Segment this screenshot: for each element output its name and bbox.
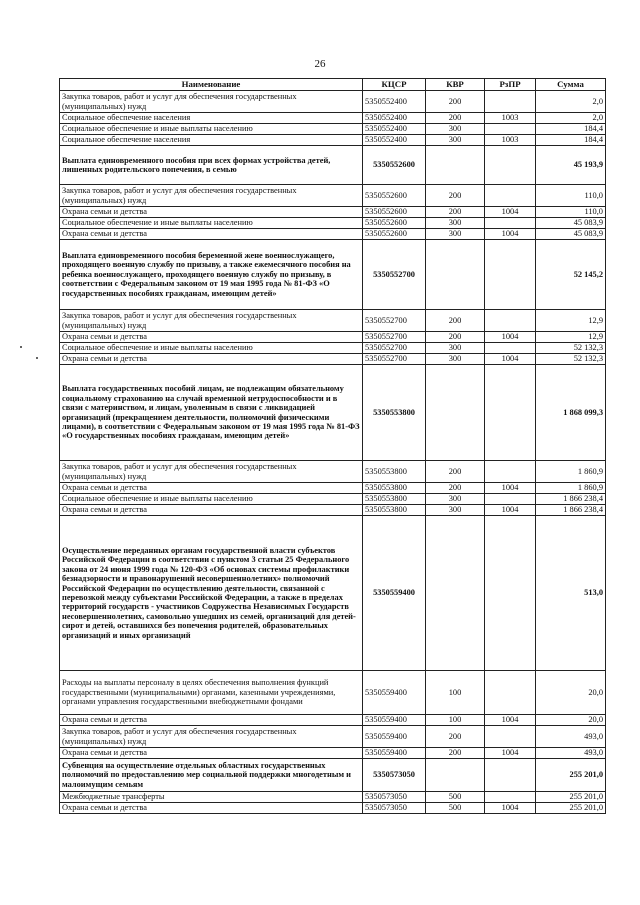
header-sum: Сумма <box>536 79 606 91</box>
row-kcsr-cell: 5350552700 <box>363 310 426 332</box>
page-number: 26 <box>314 58 326 70</box>
row-kcsr-cell: 5350552600 <box>363 218 426 229</box>
header-rzpr: РзПР <box>485 79 536 91</box>
row-kcsr-cell: 5350552700 <box>363 240 426 310</box>
row-sum-cell: 1 866 238,4 <box>536 505 606 516</box>
row-kvr-cell <box>426 516 485 671</box>
row-kvr-cell: 300 <box>426 218 485 229</box>
row-kvr-cell <box>426 146 485 185</box>
row-kcsr-cell: 5350553800 <box>363 494 426 505</box>
row-rzpr-cell: 1003 <box>485 135 536 146</box>
row-rzpr-cell <box>485 343 536 354</box>
row-kcsr-cell: 5350553800 <box>363 461 426 483</box>
row-sum-cell: 184,4 <box>536 124 606 135</box>
row-name-cell: Осуществление переданных органам государственной власти субъектов Российской Федерации в соответствии с пунктом 3 статьи 25 Федерального закона от 24 июня 1999 года № 120-ФЗ «Об основах системы профилактики безнадзорности и правонарушений несовершеннолетних» полномочий Российской Федерации по осуществлению деятельности, связанной с перевозкой между субъектами Российской Федерации, а также в пределах территорий государств - участников Содружества Независимых Государств несовершеннолетних, самовольно ушедших из семей, организаций для детей-сирот и детей, оставшихся без попечения родителей, образовательных организаций и иных организаций <box>60 516 363 671</box>
row-rzpr-cell <box>485 671 536 715</box>
row-kvr-cell <box>426 240 485 310</box>
row-kvr-cell: 300 <box>426 494 485 505</box>
row-kvr-cell <box>426 759 485 792</box>
row-rzpr-cell: 1004 <box>485 207 536 218</box>
row-sum-cell: 255 201,0 <box>536 803 606 814</box>
row-rzpr-cell <box>485 185 536 207</box>
row-kvr-cell: 300 <box>426 124 485 135</box>
header-kvr: КВР <box>426 79 485 91</box>
row-kvr-cell: 200 <box>426 461 485 483</box>
header-kcsr: КЦСР <box>363 79 426 91</box>
row-kcsr-cell: 5350553800 <box>363 505 426 516</box>
row-rzpr-cell <box>485 310 536 332</box>
row-name-cell: Социальное обеспечение населения <box>60 135 363 146</box>
row-sum-cell: 1 866 238,4 <box>536 494 606 505</box>
row-name-cell: Социальное обеспечение и иные выплаты населению <box>60 218 363 229</box>
table-row <box>60 146 606 185</box>
row-rzpr-cell <box>485 365 536 461</box>
row-rzpr-cell: 1004 <box>485 715 536 726</box>
row-kcsr-cell: 5350552400 <box>363 135 426 146</box>
table-row <box>60 671 606 715</box>
row-name-cell: Субвенция на осуществление отдельных областных государственных полномочий по предоставлению мер социальной поддержки многодетным и малоимущим семьям <box>60 759 363 792</box>
row-kvr-cell: 500 <box>426 792 485 803</box>
row-rzpr-cell <box>485 461 536 483</box>
row-sum-cell: 45 193,9 <box>536 146 606 185</box>
table-row <box>60 759 606 792</box>
row-rzpr-cell: 1004 <box>485 748 536 759</box>
row-kcsr-cell: 5350573050 <box>363 803 426 814</box>
row-kvr-cell: 200 <box>426 91 485 113</box>
row-kcsr-cell: 5350552700 <box>363 343 426 354</box>
row-name-cell: Выплата единовременного пособия при всех формах устройства детей, лишенных родительского попечения, в семью <box>60 146 363 185</box>
row-sum-cell: 12,9 <box>536 310 606 332</box>
row-name-cell: Закупка товаров, работ и услуг для обеспечения государственных (муниципальных) нужд <box>60 310 363 332</box>
row-sum-cell: 493,0 <box>536 748 606 759</box>
scan-speck <box>36 357 38 359</box>
budget-table <box>59 78 606 814</box>
row-sum-cell: 2,0 <box>536 91 606 113</box>
row-name-cell: Закупка товаров, работ и услуг для обеспечения государственных (муниципальных) нужд <box>60 91 363 113</box>
table-row <box>60 240 606 310</box>
row-kvr-cell: 200 <box>426 185 485 207</box>
row-name-cell: Охрана семьи и детства <box>60 505 363 516</box>
row-sum-cell: 513,0 <box>536 516 606 671</box>
row-sum-cell: 493,0 <box>536 726 606 748</box>
row-name-cell: Закупка товаров, работ и услуг для обеспечения государственных (муниципальных) нужд <box>60 726 363 748</box>
table-header-row <box>60 79 606 91</box>
row-name-cell: Социальное обеспечение и иные выплаты населению <box>60 124 363 135</box>
table-row <box>60 124 606 135</box>
row-rzpr-cell: 1004 <box>485 229 536 240</box>
table-body <box>60 91 606 814</box>
row-kcsr-cell: 5350559400 <box>363 671 426 715</box>
row-kvr-cell: 200 <box>426 113 485 124</box>
row-sum-cell: 110,0 <box>536 207 606 218</box>
table-row <box>60 494 606 505</box>
row-kcsr-cell: 5350552600 <box>363 185 426 207</box>
row-sum-cell: 110,0 <box>536 185 606 207</box>
table-row <box>60 461 606 483</box>
row-kcsr-cell: 5350573050 <box>363 759 426 792</box>
header-name: Наименование <box>60 79 363 91</box>
row-kvr-cell: 200 <box>426 483 485 494</box>
row-kcsr-cell: 5350552600 <box>363 207 426 218</box>
row-kvr-cell: 300 <box>426 135 485 146</box>
row-name-cell: Социальное обеспечение населения <box>60 113 363 124</box>
row-name-cell: Социальное обеспечение и иные выплаты населению <box>60 343 363 354</box>
table-row <box>60 332 606 343</box>
table-row <box>60 516 606 671</box>
row-sum-cell: 20,0 <box>536 715 606 726</box>
row-rzpr-cell <box>485 759 536 792</box>
table-row <box>60 354 606 365</box>
row-kcsr-cell: 5350552700 <box>363 354 426 365</box>
row-kcsr-cell: 5350552400 <box>363 124 426 135</box>
row-sum-cell: 45 083,9 <box>536 218 606 229</box>
table-row <box>60 207 606 218</box>
table-row <box>60 310 606 332</box>
row-rzpr-cell <box>485 91 536 113</box>
row-name-cell: Охрана семьи и детства <box>60 483 363 494</box>
table-row <box>60 343 606 354</box>
row-sum-cell: 2,0 <box>536 113 606 124</box>
row-sum-cell: 20,0 <box>536 671 606 715</box>
row-kcsr-cell: 5350559400 <box>363 715 426 726</box>
row-rzpr-cell: 1004 <box>485 505 536 516</box>
row-sum-cell: 52 145,2 <box>536 240 606 310</box>
row-kcsr-cell: 5350552400 <box>363 91 426 113</box>
row-kvr-cell: 200 <box>426 726 485 748</box>
row-kcsr-cell: 5350553800 <box>363 483 426 494</box>
row-rzpr-cell <box>485 516 536 671</box>
row-name-cell: Охрана семьи и детства <box>60 715 363 726</box>
row-kvr-cell: 300 <box>426 343 485 354</box>
row-kvr-cell: 500 <box>426 803 485 814</box>
row-sum-cell: 52 132,3 <box>536 343 606 354</box>
row-kcsr-cell: 5350552400 <box>363 113 426 124</box>
row-name-cell: Выплата государственных пособий лицам, не подлежащим обязательному социальному страхованию на случай временной нетрудоспособности и в связи с материнством, и лицам, уволенным в связи с ликвидацией организаций (прекращением деятельности, полномочий физическими лицами), в соответствии с Федеральным законом от 19 мая 1995 года № 81-ФЗ «О государственных пособиях гражданам, имеющим детей» <box>60 365 363 461</box>
row-name-cell: Расходы на выплаты персоналу в целях обеспечения выполнения функций государственными (муниципальными) органами, казенными учреждениями, органами управления государственными внебюджетными фондами <box>60 671 363 715</box>
row-rzpr-cell <box>485 218 536 229</box>
row-kcsr-cell: 5350559400 <box>363 726 426 748</box>
row-sum-cell: 255 201,0 <box>536 759 606 792</box>
table-row <box>60 229 606 240</box>
row-kvr-cell: 100 <box>426 715 485 726</box>
row-kcsr-cell: 5350553800 <box>363 365 426 461</box>
row-kcsr-cell: 5350573050 <box>363 792 426 803</box>
table-row <box>60 91 606 113</box>
table-row <box>60 113 606 124</box>
row-kvr-cell: 300 <box>426 229 485 240</box>
table-row <box>60 365 606 461</box>
row-kcsr-cell: 5350552700 <box>363 332 426 343</box>
row-kcsr-cell: 5350552600 <box>363 229 426 240</box>
row-kvr-cell: 200 <box>426 310 485 332</box>
row-name-cell: Выплата единовременного пособия беременной жене военнослужащего, проходящего военную службу по призыву, а также ежемесячного пособия на ребенка военнослужащего, проходящего военную службу по призыву, в соответствии с Федеральным законом от 19 мая 1995 года № 81-ФЗ «О государственных пособиях гражданам, имеющим детей» <box>60 240 363 310</box>
row-rzpr-cell <box>485 124 536 135</box>
row-sum-cell: 184,4 <box>536 135 606 146</box>
row-kvr-cell: 200 <box>426 332 485 343</box>
row-rzpr-cell <box>485 146 536 185</box>
table-row <box>60 218 606 229</box>
row-name-cell: Охрана семьи и детства <box>60 332 363 343</box>
scan-speck <box>20 346 22 348</box>
row-name-cell: Охрана семьи и детства <box>60 229 363 240</box>
table-row <box>60 792 606 803</box>
row-rzpr-cell <box>485 494 536 505</box>
row-rzpr-cell <box>485 792 536 803</box>
table-row <box>60 748 606 759</box>
table-row <box>60 715 606 726</box>
row-name-cell: Закупка товаров, работ и услуг для обеспечения государственных (муниципальных) нужд <box>60 185 363 207</box>
row-rzpr-cell: 1003 <box>485 113 536 124</box>
row-name-cell: Охрана семьи и детства <box>60 207 363 218</box>
row-name-cell: Закупка товаров, работ и услуг для обеспечения государственных (муниципальных) нужд <box>60 461 363 483</box>
row-sum-cell: 1 868 099,3 <box>536 365 606 461</box>
table-row <box>60 483 606 494</box>
row-rzpr-cell <box>485 726 536 748</box>
row-name-cell: Охрана семьи и детства <box>60 748 363 759</box>
row-kcsr-cell: 5350552600 <box>363 146 426 185</box>
row-kvr-cell: 300 <box>426 354 485 365</box>
row-sum-cell: 255 201,0 <box>536 792 606 803</box>
row-rzpr-cell: 1004 <box>485 332 536 343</box>
table-row <box>60 505 606 516</box>
row-kvr-cell: 200 <box>426 748 485 759</box>
row-name-cell: Охрана семьи и детства <box>60 803 363 814</box>
row-sum-cell: 1 860,9 <box>536 483 606 494</box>
row-name-cell: Межбюджетные трансферты <box>60 792 363 803</box>
row-kcsr-cell: 5350559400 <box>363 516 426 671</box>
row-kvr-cell: 100 <box>426 671 485 715</box>
row-name-cell: Охрана семьи и детства <box>60 354 363 365</box>
row-kvr-cell: 300 <box>426 505 485 516</box>
table-row <box>60 135 606 146</box>
table-row <box>60 726 606 748</box>
row-sum-cell: 45 083,9 <box>536 229 606 240</box>
table-row <box>60 185 606 207</box>
row-sum-cell: 52 132,3 <box>536 354 606 365</box>
row-kvr-cell <box>426 365 485 461</box>
row-kvr-cell: 200 <box>426 207 485 218</box>
row-kcsr-cell: 5350559400 <box>363 748 426 759</box>
row-name-cell: Социальное обеспечение и иные выплаты населению <box>60 494 363 505</box>
row-rzpr-cell: 1004 <box>485 354 536 365</box>
table-row <box>60 803 606 814</box>
row-rzpr-cell <box>485 240 536 310</box>
row-rzpr-cell: 1004 <box>485 483 536 494</box>
row-sum-cell: 12,9 <box>536 332 606 343</box>
row-sum-cell: 1 860,9 <box>536 461 606 483</box>
row-rzpr-cell: 1004 <box>485 803 536 814</box>
